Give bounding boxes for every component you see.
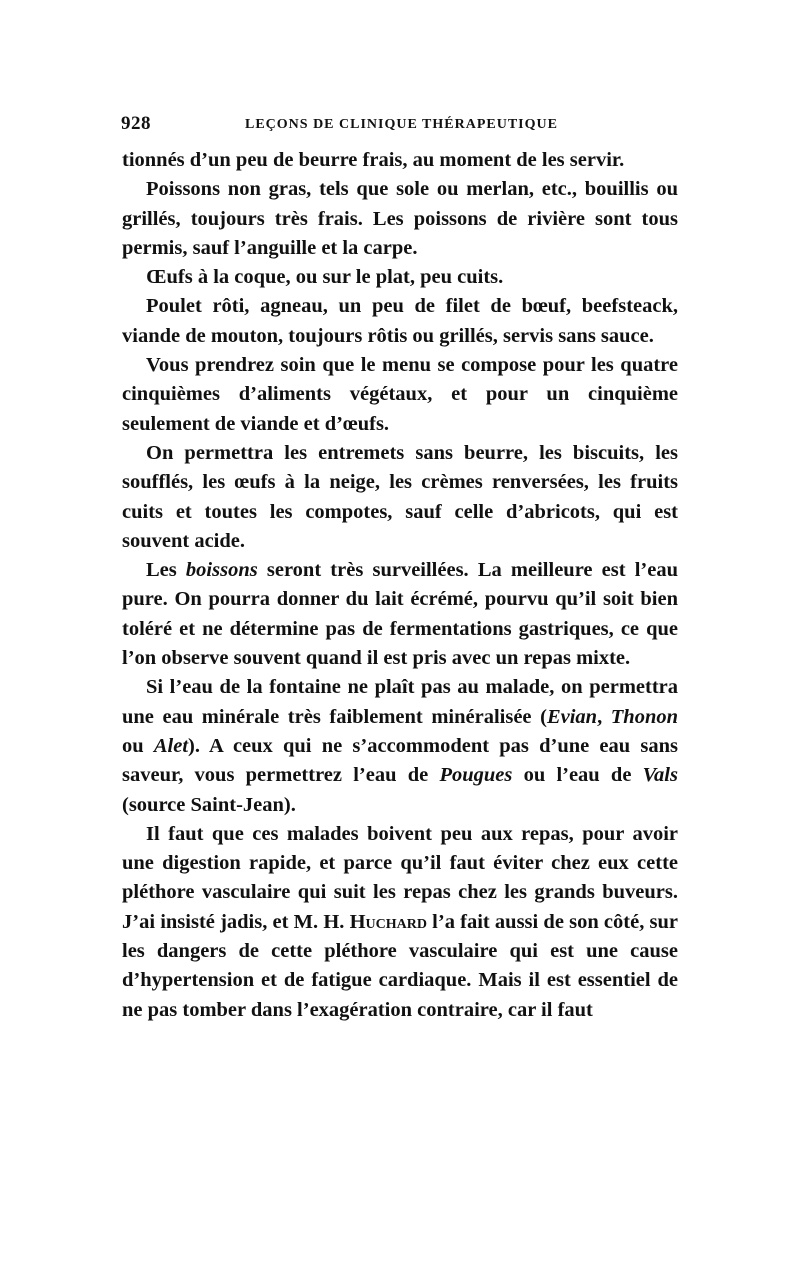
paragraph-eau-minerale: Si l’eau de la fontaine ne plaît pas au malade, on permettra une eau minérale très faiblement minéralisée (Evian, Thonon ou Alet). A ceux qui ne s’accommodent pas d’une eau sans saveur, vous permettrez l’eau de Pougues ou l’eau de Vals (source Saint-Jean). [122,676,678,816]
term-alet: Alet [153,734,189,757]
term-thonon: Thonon [610,705,678,728]
paragraph-continuation: tionnés d’un peu de beurre frais, au moment de les servir. [122,149,625,171]
paragraph-entremets: On permettra les entremets sans beurre, les biscuits, les soufflés, les œufs à la neige, les crèmes renversées, les fruits cuits et toutes les compotes, sauf celle d’abricots, qui est souvent acide. [122,441,678,552]
paragraph-boissons: Les boissons seront très surveillées. La meilleure est l’eau pure. On pourra donner du lait écrémé, pourvu qu’il soit bien toléré et ne détermine pas de fermentations gastriques, ce que l’on observe souvent quand il est pris avec un repas mixte. [122,559,679,670]
body-text [122,146,678,1025]
term-vals: Vals [642,764,678,787]
paragraph-oeufs: Œufs à la coque, ou sur le plat, peu cuits. [146,266,504,289]
paragraph-repas: Il faut que ces malades boivent peu aux repas, pour avoir une digestion rapide, et parce qu’il faut éviter chez eux cette pléthore vasculaire qui suit les repas chez les grands buveurs. J’ai insisté jadis, et M. H. Huchard l’a fait aussi de son côté, sur les dangers de cette pléthore vasculaire qui est une cause d’hypertension et de fatigue cardiaque. Mais il est essentiel de ne pas tomber dans l’exagération contraire, car il faut [122,822,678,1021]
term-boissons: boissons [185,559,258,582]
term-evian: Evian [546,705,598,728]
page-header [121,113,681,143]
paragraph-menu: Vous prendrez soin que le menu se compose pour les quatre cinquièmes d’aliments végétaux, et pour un cinquième seulement de viande et d’œufs. [122,354,678,435]
page-number: 928 [121,113,151,134]
running-title: LEÇONS DE CLINIQUE THÉRAPEUTIQUE [245,117,558,132]
paragraph-viandes: Poulet rôti, agneau, un peu de filet de bœuf, beefsteack, viande de mouton, toujours rôtis ou grillés, servis sans sauce. [122,295,678,347]
name-huchard: Huchard [349,910,427,933]
paragraph-poissons: Poissons non gras, tels que sole ou merlan, etc., bouillis ou grillés, toujours très frais. Les poissons de rivière sont tous permis, sauf l’anguille et la carpe. [122,178,678,259]
term-pougues: Pougues [439,764,513,787]
